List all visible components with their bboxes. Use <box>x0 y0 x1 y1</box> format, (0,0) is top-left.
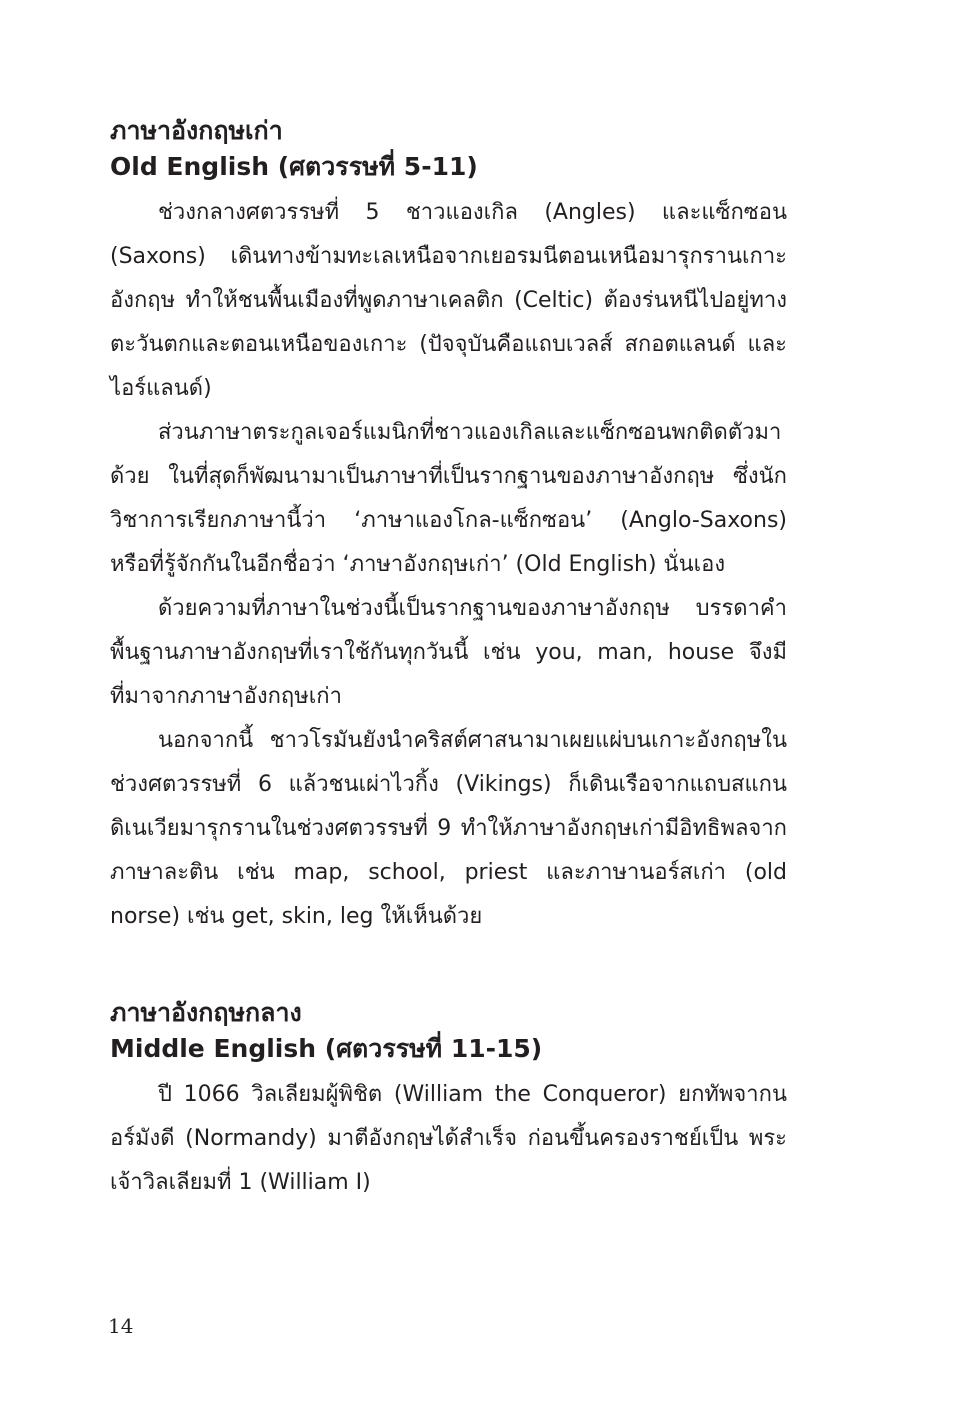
paragraph: ช่วงกลางศตวรรษที่ 5 ชาวแองเกิล (Angles) และแซ็กซอน (Saxons) เดินทางข้ามทะเลเหนือจากเยอรมนีตอนเหนือมารุกรานเกาะอังกฤษ ทำให้ชนพื้นเมืองที่พูดภาษาเคลติก (Celtic) ต้องร่นหนีไปอยู่ทางตะวันตกและตอนเหนือของเกาะ (ปัจจุบันคือแถบเวลส์ สกอตแลนด์ และไอร์แลนด์) <box>110 200 787 401</box>
paragraph: นอกจากนี้ ชาวโรมันยังนำคริสต์ศาสนามาเผยแผ่บนเกาะอังกฤษในช่วงศตวรรษที่ 6 แล้วชนเผ่าไวกิ้ง (Vikings) ก็เดินเรือจากแถบสแกนดิเนเวียมารุกรานในช่วงศตวรรษที่ 9 ทำให้ภาษาอังกฤษเก่ามีอิทธิพลจากภาษาละติน เช่น map, school, priest และภาษานอร์สเก่า (old norse) เช่น get, skin, leg ให้เห็นด้วย <box>110 728 787 929</box>
section-middle-english <box>110 995 787 1205</box>
page-content <box>110 113 787 1205</box>
paragraph: ปี 1066 วิลเลียมผู้พิชิต (William the Conqueror) ยกทัพจากนอร์มังดี (Normandy) มาตีอังกฤษได้สำเร็จ ก่อนขึ้นครองราชย์เป็น พระเจ้าวิลเลียมที่ 1 (William I) <box>110 1082 787 1195</box>
section-heading-english: Middle English (ศตวรรษที่ 11-15) <box>110 1034 543 1063</box>
section-heading-thai: ภาษาอังกฤษกลาง <box>110 998 302 1027</box>
section-heading-thai: ภาษาอังกฤษเก่า <box>110 116 283 145</box>
section-heading-english: Old English (ศตวรรษที่ 5-11) <box>110 152 478 181</box>
page-number: 14 <box>108 1314 134 1338</box>
paragraph: ด้วยความที่ภาษาในช่วงนี้เป็นรากฐานของภาษาอังกฤษ บรรดาคำพื้นฐานภาษาอังกฤษที่เราใช้กันทุกวันนี้ เช่น you, man, house จึงมีที่มาจากภาษาอังกฤษเก่า <box>110 596 787 709</box>
section-old-english <box>110 113 787 939</box>
paragraph: ส่วนภาษาตระกูลเจอร์แมนิกที่ชาวแองเกิลและแซ็กซอนพกติดตัวมาด้วย ในที่สุดก็พัฒนามาเป็นภาษาที่เป็นรากฐานของภาษาอังกฤษ ซึ่งนักวิชาการเรียกภาษานี้ว่า ‘ภาษาแองโกล-แซ็กซอน’ (Anglo-Saxons) หรือที่รู้จักกันในอีกชื่อว่า ‘ภาษาอังกฤษเก่า’ (Old English) นั่นเอง <box>110 420 787 577</box>
